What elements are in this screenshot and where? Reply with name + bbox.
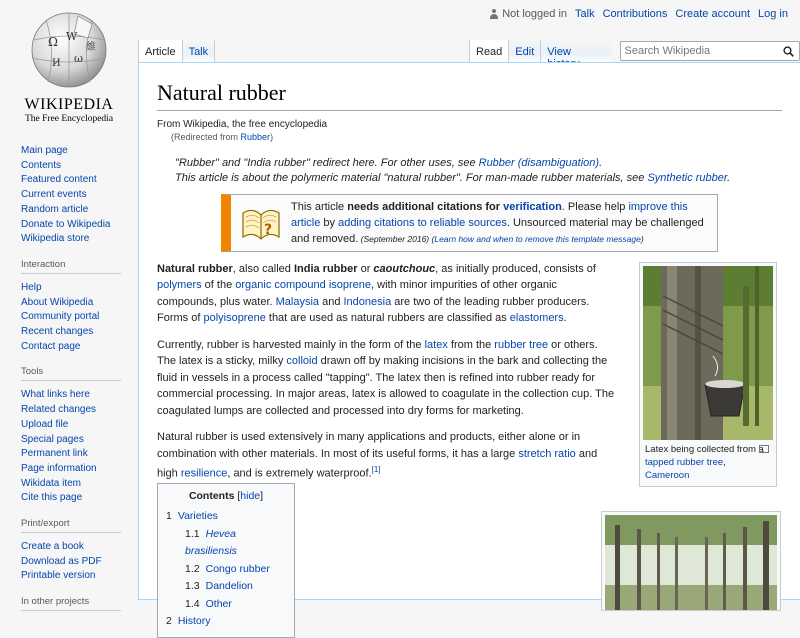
redirect-note (171, 132, 782, 142)
verification-link[interactable]: verification (503, 200, 562, 213)
namespace-tabs (138, 40, 215, 63)
toc-toggle (237, 490, 263, 502)
text: that are used as natural rubbers are classified as (265, 312, 510, 325)
user-icon (489, 9, 499, 19)
citation-notice-text (291, 199, 711, 247)
toc-item-history[interactable] (166, 613, 286, 631)
paragraph-intro (157, 261, 619, 327)
term: India rubber (293, 262, 358, 275)
log-in-link[interactable]: Log in (758, 8, 788, 20)
toc-number: 1.1 (185, 527, 200, 540)
notice-paren: ) (640, 233, 644, 244)
remove-template-link[interactable]: Learn how and when to remove this template message (434, 233, 641, 244)
colloid-link[interactable]: colloid (286, 355, 318, 368)
svg-text:W: W (66, 30, 78, 43)
plantation-illustration (605, 515, 777, 610)
adding-citations-link[interactable]: adding citations to reliable sources (338, 216, 507, 229)
toc-item-varieties[interactable] (166, 508, 286, 526)
rubber-tree-link[interactable]: rubber tree (494, 338, 549, 351)
toc-bracket: ] (260, 490, 264, 502)
plantation-image[interactable] (605, 515, 777, 610)
sidebar-item-contact-page[interactable]: Contact page (21, 340, 81, 352)
print-heading: Print/export (21, 518, 121, 533)
sidebar-item-donate[interactable]: Donate to Wikipedia (21, 218, 111, 230)
other-projects-portal (21, 596, 138, 611)
sidebar-item-help[interactable]: Help (21, 281, 42, 293)
toc-link[interactable]: History (177, 615, 211, 627)
sidebar-item-page-information[interactable]: Page information (21, 462, 97, 474)
text: or (357, 262, 374, 275)
search-box (620, 41, 800, 61)
logo-tagline: The Free Encyclopedia (24, 114, 114, 124)
toc-number: 2 (166, 615, 172, 627)
polyisoprene-link[interactable]: polyisoprene (203, 312, 266, 325)
wikipedia-logo[interactable] (16, 10, 122, 125)
elastomers-link[interactable]: elastomers (509, 312, 564, 325)
not-logged-in-label: Not logged in (502, 8, 568, 20)
toc-heading: Contents (188, 490, 235, 502)
notice-text: by (320, 216, 339, 229)
text: are two of the leading rubber producers. Forms of (157, 295, 590, 325)
toc-title (166, 490, 286, 502)
sidebar-item-download-pdf[interactable]: Download as PDF (21, 555, 102, 567)
sidebar-item-upload-file[interactable]: Upload file (21, 418, 69, 430)
resilience-link[interactable]: resilience (180, 467, 228, 480)
thumbnail-plantation (601, 511, 781, 611)
text: , also called (232, 262, 294, 275)
redirect-prefix: (Redirected from (171, 131, 241, 142)
site-subtitle: From Wikipedia, the free encyclopedia (157, 118, 328, 130)
notice-text: . Please help (561, 200, 629, 213)
search-input[interactable] (621, 45, 781, 57)
synthetic-rubber-link[interactable]: Synthetic rubber (647, 171, 728, 184)
interaction-heading: Interaction (21, 259, 121, 274)
svg-text:ω: ω (74, 52, 83, 65)
text: Currently, rubber is harvested mainly in the form of the (157, 338, 425, 351)
svg-text:?: ? (264, 221, 273, 238)
text: Natural rubber is used extensively in many applications and products, either alone or in combination with other materials. In most of its useful forms, it has a large (157, 431, 581, 460)
sidebar-item-permanent-link[interactable]: Permanent link (21, 448, 88, 460)
reference-link[interactable]: [1] (371, 465, 381, 475)
organic-compound-link[interactable]: organic compound (235, 279, 326, 292)
rubber-disambiguation-link[interactable]: Rubber (disambiguation) (478, 156, 600, 169)
sidebar-item-store[interactable]: Wikipedia store (21, 233, 90, 245)
text: and (319, 295, 344, 308)
sidebar-item-random-article[interactable]: Random article (21, 203, 89, 215)
page-title: Natural rubber (157, 79, 782, 111)
tab-view-history[interactable]: View (540, 40, 611, 63)
tools-heading: Tools (21, 366, 121, 381)
toc-hide-link[interactable]: hide (240, 490, 261, 502)
tools-portal (21, 366, 138, 506)
not-logged-in-status (489, 8, 567, 20)
thumbnail-latex (639, 262, 777, 487)
hatnote-end: . (727, 171, 731, 184)
toc-link[interactable]: Other (205, 597, 232, 610)
logo-wordmark: WIKIPEDIA (24, 96, 114, 113)
view-tabs (469, 40, 800, 63)
sidebar-item-related-changes[interactable]: Related changes (21, 404, 97, 416)
cameroon-link[interactable]: Cameroon (645, 470, 690, 481)
improve-article-link[interactable]: improve this article (291, 200, 688, 229)
sidebar-item-printable-version[interactable]: Printable version (21, 570, 96, 582)
hatnote-disambiguation (157, 156, 782, 171)
tab-talk[interactable]: Talk (182, 40, 216, 63)
sidebar-item-recent-changes[interactable]: Recent changes (21, 326, 94, 338)
stretch-ratio-link[interactable]: stretch ratio (518, 447, 576, 460)
latex-collection-image[interactable] (643, 266, 773, 440)
redirect-source-link[interactable]: Rubber (240, 131, 271, 142)
notice-text: . Unsourced material may be challenged and removed. (291, 216, 704, 245)
text: , and is extremely waterproof. (227, 467, 372, 480)
question-book-icon (239, 203, 283, 243)
text: or others. The latex is a sticky, milky (157, 338, 598, 368)
sidebar-item-what-links-here[interactable]: What links here (21, 389, 90, 401)
text: . (563, 312, 567, 325)
table-of-contents (157, 483, 295, 638)
redirect-suffix: ) (270, 131, 274, 142)
toc-link[interactable]: Dandelion (205, 580, 253, 592)
sidebar-item-current-events[interactable]: Current events (21, 189, 87, 201)
personal-tools (489, 8, 788, 20)
svg-text:И: И (52, 58, 61, 69)
svg-text:Ω: Ω (48, 35, 58, 49)
text: from the (447, 338, 495, 351)
create-account-link[interactable]: Create account (675, 8, 751, 20)
wikipedia-globe-icon (26, 10, 112, 90)
hatnote-text: "Rubber" and "India rubber" redirect here. For other uses, see (175, 156, 479, 169)
notice-paren: ( (431, 233, 435, 244)
toc-item-congo-rubber[interactable] (166, 561, 286, 579)
hatnote-end: . (599, 156, 603, 169)
notice-emphasis: needs additional citations for (347, 200, 504, 213)
indonesia-link[interactable]: Indonesia (343, 295, 392, 308)
polymers-link[interactable]: polymers (157, 279, 202, 292)
talk-link[interactable]: Talk (575, 8, 595, 20)
thumbnail-caption (643, 440, 773, 485)
tree-tapping-illustration (643, 266, 773, 440)
toc-link[interactable]: Congo rubber (205, 562, 270, 575)
navigation-portal (21, 144, 138, 247)
tab-article[interactable]: Article (138, 40, 182, 63)
search-icon[interactable] (783, 46, 794, 57)
toc-number: 1.3 (185, 580, 200, 592)
other-projects-heading: In other projects (21, 596, 121, 611)
sidebar-item-create-book[interactable]: Create a book (21, 541, 84, 553)
paragraph-uses (157, 429, 619, 482)
text: drawn off by making incisions in the bark and collecting the fluid in vessels in a process called "tapping". The latex then is refined into rubber ready for commercial processing. In major areas, latex is allowed to coagulate in the collection cup. The coagulated lumps are collected and processed into dry forms for marketing. (157, 355, 615, 417)
contributions-link[interactable]: Contributions (602, 8, 668, 20)
notice-text: This article (291, 200, 348, 213)
tab-read[interactable]: Read (469, 40, 508, 63)
sidebar-item-contents[interactable]: Contents (21, 159, 62, 171)
notice-date: (September 2016) (358, 233, 432, 244)
term: Natural rubber (157, 262, 233, 275)
toc-link[interactable]: Varieties (177, 510, 218, 522)
text: of the (201, 279, 236, 292)
article-content (138, 62, 800, 627)
sidebar-item-featured-content[interactable]: Featured content (21, 174, 97, 186)
sidebar-item-community-portal[interactable]: Community portal (21, 311, 100, 323)
toc-item-other[interactable] (166, 596, 286, 614)
toc-number: 1.4 (185, 597, 200, 610)
toc-number: 1.2 (185, 562, 200, 575)
svg-text:維: 維 (86, 42, 96, 53)
sidebar-item-wikidata-item[interactable]: Wikidata item (21, 477, 82, 489)
sidebar-item-about[interactable]: About Wikipedia (21, 296, 94, 308)
paragraph-harvest (157, 337, 619, 420)
caption-text: , (723, 457, 726, 468)
latex-link[interactable]: latex (424, 338, 448, 351)
tab-edit[interactable]: Edit (508, 40, 540, 63)
text: , as initially produced, consists of (435, 262, 596, 275)
sidebar-item-special-pages[interactable]: Special pages (21, 433, 84, 445)
toc-item-hevea[interactable] (166, 526, 286, 561)
text: , with minor impurities of other organic compounds, plus water. (157, 279, 557, 308)
hatnote-about (157, 171, 782, 186)
enlarge-icon[interactable] (759, 445, 769, 453)
citation-notice (221, 194, 718, 252)
interaction-portal (21, 259, 138, 355)
text: and high (157, 447, 598, 480)
tapped-rubber-tree-link[interactable]: tapped rubber tree (645, 457, 724, 468)
toc-number: 1 (166, 510, 172, 522)
term: caoutchouc (373, 262, 436, 275)
print-portal (21, 518, 138, 584)
toc-bracket: [ (237, 490, 241, 502)
sidebar-item-cite-this-page[interactable]: Cite this page (21, 492, 83, 504)
sidebar (0, 144, 138, 623)
isoprene-link[interactable]: isoprene (328, 279, 372, 292)
caption-text: Latex being collected from a (645, 444, 764, 455)
hatnote-text: This article is about the polymeric material "natural rubber". For man-made rubber materials, see (175, 171, 648, 184)
sidebar-item-main-page[interactable]: Main page (21, 145, 68, 156)
toc-item-dandelion[interactable] (166, 578, 286, 596)
toc-link[interactable]: Hevea brasiliensis (185, 527, 237, 557)
malaysia-link[interactable]: Malaysia (275, 295, 320, 308)
